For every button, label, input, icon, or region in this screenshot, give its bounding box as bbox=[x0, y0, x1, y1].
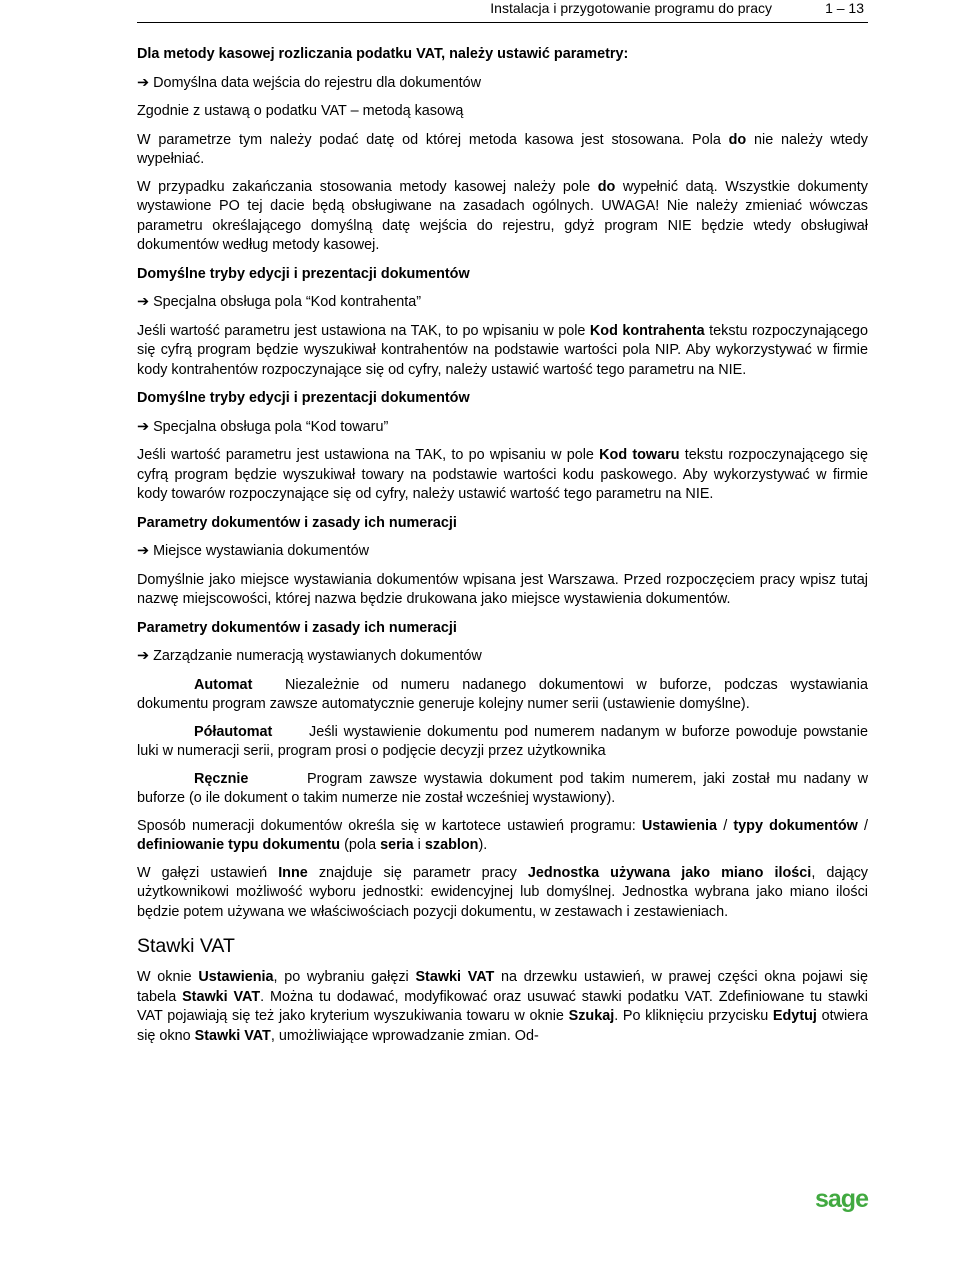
section-heading: Domyślne tryby edycji i prezentacji dokumentów bbox=[137, 265, 470, 282]
section-heading: Domyślne tryby edycji i prezentacji dokumentów bbox=[137, 390, 470, 406]
paragraph: Domyślnie jako miejsce wystawiania dokumentów wpisana jest Warszawa. Przed rozpoczęciem pracy wpisz tutaj nazwę miejscowości, której nazwa będzie drukowana jako miejsce wystawienia dokumentów. bbox=[137, 571, 868, 607]
term-label: Automat bbox=[194, 676, 253, 693]
arrow-icon: ➔ bbox=[137, 418, 150, 435]
arrow-icon: ➔ bbox=[137, 543, 150, 559]
paragraph: W parametrze tym należy podać datę od której metoda kasowa jest stosowana. Pola do nie należy wtedy wypełniać. bbox=[137, 131, 869, 167]
paragraph: W przypadku zakańczania stosowania metody kasowej należy pole do wypełnić datą. Wszystkie dokumenty wystawione PO tej dacie będą obsługiwane na zasadach ogólnych. UWAGA! Nie należy zmieniać wówczas parametru określającego domyślną datę wejścia do rejestru, gdyż program NIE będzie wtedy obsługiwał dokumentów według metody kasowej. bbox=[137, 178, 868, 253]
arrow-icon: ➔ bbox=[137, 294, 150, 310]
section-heading: Dla metody kasowej rozliczania podatku VAT, należy ustawić parametry: bbox=[137, 46, 629, 62]
list-item: ➔ Specjalna obsługa pola “Kod towaru” bbox=[137, 418, 389, 435]
definition-polautomat: Półautomat Jeśli wystawienie dokumentu pod numerem nadanym w buforze powoduje powstanie luki w numeracji serii, program prosi o podjęcie decyzji przez użytkownika bbox=[137, 723, 868, 759]
definition-automat: Automat Niezależnie od numeru nadanego dokumentowi w buforze, podczas wystawiania dokumentu program zawsze automatycznie generuje kolejny numer serii (ustawienie domyślne). bbox=[137, 676, 868, 712]
header-title: Instalacja i przygotowanie programu do pracy bbox=[490, 0, 772, 16]
section-heading: Parametry dokumentów i zasady ich numeracji bbox=[137, 619, 457, 636]
list-item: ➔ Domyślna data wejścia do rejestru dla dokumentów bbox=[137, 74, 482, 91]
paragraph: Jeśli wartość parametru jest ustawiona na TAK, to po wpisaniu w pole Kod kontrahenta tekstu rozpoczynającego się cyfrą program będzie wyszukiwał kontrahentów na podstawie wartości pola NIP. Aby wykorzystywać w firmie kody kontrahentów rozpoczynające się od cyfry, należy ustawić wartość tego parametru na NIE. bbox=[137, 322, 868, 378]
option-line: Zgodnie z ustawą o podatku VAT – metodą kasową bbox=[137, 103, 464, 119]
term-label: Półautomat bbox=[194, 723, 273, 740]
sage-logo bbox=[815, 1186, 875, 1216]
paragraph: Jeśli wartość parametru jest ustawiona na TAK, to po wpisaniu w pole Kod towaru tekstu rozpoczynającego się cyfrą program będzie wyszukiwał towary na podstawie wartości kodu paskowego. Aby wykorzystywać w firmie kody towarów rozpoczynające się od cyfry, należy ustawić wartość tego parametru na NIE. bbox=[137, 447, 868, 502]
paragraph: Sposób numeracji dokumentów określa się w kartotece ustawień programu: Ustawienia / typy dokumentów / definiowanie typu dokumentu (pola seria i szablon). bbox=[137, 817, 868, 853]
list-item: ➔ Zarządzanie numeracją wystawianych dokumentów bbox=[137, 648, 482, 664]
list-item: ➔ Miejsce wystawiania dokumentów bbox=[137, 543, 370, 559]
section-title: Stawki VAT bbox=[137, 935, 235, 957]
term-label: Ręcznie bbox=[194, 770, 249, 787]
arrow-icon: ➔ bbox=[137, 648, 150, 664]
paragraph: W oknie Ustawienia, po wybraniu gałęzi Stawki VAT na drzewku ustawień, w prawej części okna pojawi się tabela Stawki VAT. Można tu dodawać, modyfikować oraz usuwać stawki podatku VAT. Zdefiniowane tu stawki VAT pojawiają się też jako kryterium wyszukiwania towaru w oknie Szukaj. Po kliknięciu przycisku Edytuj otwiera się okno Stawki VAT, umożliwiające wprowadzanie zmian. Od- bbox=[137, 969, 869, 1044]
page-number: 1 – 13 bbox=[825, 0, 864, 16]
list-item: ➔ Specjalna obsługa pola “Kod kontrahenta” bbox=[137, 294, 422, 310]
page-header bbox=[137, 0, 868, 23]
arrow-icon: ➔ bbox=[137, 74, 150, 91]
paragraph: W gałęzi ustawień Inne znajduje się parametr pracy Jednostka używana jako miano ilości, dający użytkownikowi możliwość wyboru jednostki: ewidencyjnej lub domyślnej. Jednostka wybrana jako miano ilości będzie potem używana we właściwościach pozycji dokumentu, w zestawach i zestawieniach. bbox=[137, 864, 868, 920]
logo-text: sage bbox=[815, 1186, 868, 1213]
page-content bbox=[137, 45, 868, 1054]
definition-recznie: Ręcznie Program zawsze wystawia dokument pod takim numerem, jaki został mu nadany w buforze (o ile dokument o takim numerze nie został wcześniej wystawiony). bbox=[137, 770, 868, 806]
section-heading: Parametry dokumentów i zasady ich numeracji bbox=[137, 514, 457, 531]
